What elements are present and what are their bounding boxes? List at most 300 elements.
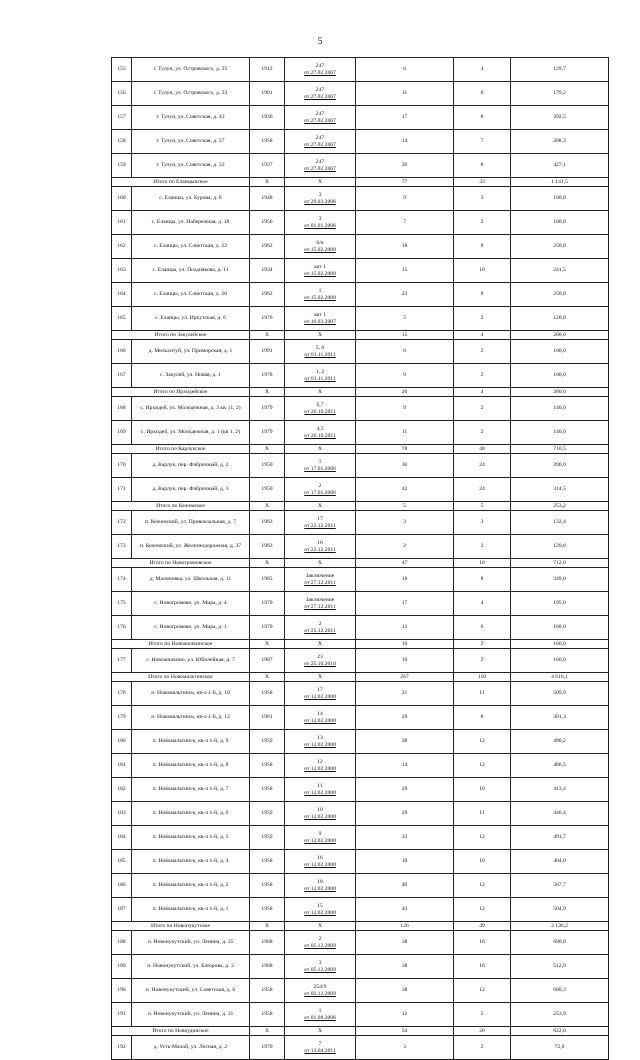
subtotal-residents-cell: 15 [356,331,454,340]
address-cell: п. Новонукутский, ул. Советская, д. 6 [132,979,250,1003]
document-cell [285,754,356,778]
document-date: от 12.02.2008 [304,885,336,892]
year-cell: 1978 [250,364,285,388]
residents-cell: 3 [356,1036,454,1060]
housing-registry-table [111,57,609,1060]
table-row [112,364,609,388]
document-cell [285,616,356,640]
table-row [112,154,609,178]
document-cell [285,535,356,559]
apartments-cell: 2 [454,421,511,445]
subtotal-apartments-cell: 4 [454,331,511,340]
document-date: от 22.12.2011 [304,522,336,529]
document-number: 247 [315,159,325,166]
subtotal-apartments-cell: 20 [454,1027,511,1036]
address-cell: д. Малиновка, ул. Школьная, д. 11 [132,568,250,592]
subtotal-row [112,922,609,931]
apartments-cell: 5 [454,1003,511,1027]
area-cell: 413,4 [511,778,609,802]
year-cell: 1976 [250,307,285,331]
residents-cell: 18 [356,235,454,259]
address-cell: с. Новогромово, ул. Мира, д. 1 [132,616,250,640]
year-cell: 1970 [250,1036,285,1060]
apartments-cell: 12 [454,874,511,898]
document-date: от 16.03.2007 [304,318,336,325]
table-row [112,955,609,979]
address-cell: с. Новогромово, ул. Мира, д. 4 [132,592,250,616]
table-row [112,778,609,802]
area-cell: 140,0 [511,397,609,421]
document-date: от 12.02.2008 [304,909,336,916]
table-row [112,826,609,850]
area-cell: 404,0 [511,850,609,874]
document-date: от 12.02.2008 [304,837,336,844]
table-row [112,706,609,730]
row-number-cell: 186 [112,874,132,898]
document-cell [285,778,356,802]
residents-cell: 9 [356,397,454,421]
year-cell: 1968 [250,955,285,979]
document-date: от 26.10.2011 [304,408,336,415]
address-cell: г. Тулун, ул. Островского, д. 23 [132,82,250,106]
document-date: от 27.02.2007 [304,93,336,100]
address-cell: п. Новомальтинск, кв-л 1-й, д. 1 [132,898,250,922]
year-cell: 1958 [250,754,285,778]
apartments-cell: 8 [454,235,511,259]
document-cell [285,478,356,502]
row-number-cell: 167 [112,364,132,388]
area-cell: 504,9 [511,898,609,922]
row-number-cell: 181 [112,754,132,778]
subtotal-label-cell: Итого по Новонукутское [112,922,250,931]
row-number-cell: 177 [112,649,132,673]
document-date: от 15.02.2008 [304,294,336,301]
residents-cell: 21 [356,682,454,706]
area-cell: 396,0 [511,454,609,478]
table-row [112,1003,609,1027]
document-number: 17 [317,687,323,694]
area-cell: 509,9 [511,682,609,706]
document-number: Заключение [305,597,335,604]
area-cell: 491,7 [511,826,609,850]
apartments-cell: 12 [454,979,511,1003]
document-number: 247 [315,111,325,118]
address-cell: с. Закулей, ул. Новая, д. 1 [132,364,250,388]
subtotal-area-cell: 710,5 [511,445,609,454]
year-cell: 1901 [250,82,285,106]
row-number-cell: 156 [112,82,132,106]
document-number: 9 [318,831,322,838]
apartments-cell: 8 [454,283,511,307]
subtotal-year-cell: Х [250,331,285,340]
row-number-cell: 191 [112,1003,132,1027]
document-date: от 15.02.2008 [304,270,336,277]
subtotal-year-cell: Х [250,559,285,568]
table-row [112,535,609,559]
document-date: от 17.01.2006 [304,465,336,472]
row-number-cell: 175 [112,592,132,616]
table-row [112,898,609,922]
subtotal-apartments-cell: 110 [454,673,511,682]
document-cell [285,706,356,730]
document-date: от 13.04.2011 [304,1047,336,1054]
subtotal-apartments-cell: 4 [454,388,511,397]
apartments-cell: 2 [454,307,511,331]
document-cell [285,802,356,826]
document-date: от 12.02.2008 [304,861,336,868]
year-cell: 1961 [250,706,285,730]
apartments-cell: 16 [454,931,511,955]
row-number-cell: 173 [112,535,132,559]
address-cell: г. Тулун, ул. Советская, д. 33 [132,154,250,178]
apartments-cell: 12 [454,754,511,778]
year-cell: 1936 [250,106,285,130]
table-row [112,211,609,235]
table-row [112,874,609,898]
apartments-cell: 8 [454,154,511,178]
residents-cell: 6 [356,58,454,82]
subtotal-area-cell: 280,0 [511,388,609,397]
document-number: 2 [318,483,322,490]
subtotal-label-cell: Итого по Еланцынское [112,178,250,187]
area-cell: 160,0 [511,649,609,673]
table-row [112,754,609,778]
subtotal-residents-cell: 20 [356,388,454,397]
table-row [112,931,609,955]
area-cell: 100,0 [511,340,609,364]
subtotal-residents-cell: 267 [356,673,454,682]
document-number: 16 [317,540,323,547]
row-number-cell: 164 [112,283,132,307]
residents-cell: 10 [356,649,454,673]
subtotal-row [112,178,609,187]
year-cell: 1965 [250,568,285,592]
residents-cell: 11 [356,82,454,106]
address-cell: п. Новонукутский, ул. Ленина, д. 35 [132,931,250,955]
subtotal-row [112,388,609,397]
document-date: от 27.02.2007 [304,141,336,148]
area-cell: 446,4 [511,802,609,826]
address-cell: п. Новомальтинск, кв-л 1-й, д. 7 [132,778,250,802]
subtotal-doc-cell: Х [285,673,356,682]
area-cell: 314,5 [511,478,609,502]
apartments-cell: 11 [454,802,511,826]
document-cell [285,682,356,706]
apartments-cell: 16 [454,955,511,979]
residents-cell: 29 [356,802,454,826]
document-date: от 26.10.2011 [304,432,336,439]
address-cell: п. Новомальтинск, кв-л 1-й, д. 4 [132,850,250,874]
table-row [112,511,609,535]
residents-cell: 43 [356,898,454,922]
table-row [112,730,609,754]
table-row [112,592,609,616]
subtotal-label-cell: Итого по Новомальтинское [112,673,250,682]
document-date: от 29.03.2006 [304,198,336,205]
document-number: 12 [317,759,323,766]
subtotal-row [112,502,609,511]
document-cell [285,898,356,922]
residents-cell: 14 [356,130,454,154]
subtotal-residents-cell: 47 [356,559,454,568]
document-number: акт 1 [314,312,326,319]
subtotal-apartments-cell: 33 [454,178,511,187]
table-row [112,979,609,1003]
subtotal-residents-cell: 126 [356,922,454,931]
year-cell: 1937 [250,154,285,178]
document-cell [285,931,356,955]
table-row [112,421,609,445]
address-cell: п. Новомальтинск, кв-л 1-й, д. 9 [132,730,250,754]
address-cell: д. Карлук, пер. Фабричный, д. 3 [132,478,250,502]
document-number: 15 [317,903,323,910]
row-number-cell: 174 [112,568,132,592]
area-cell: 168,0 [511,616,609,640]
table-row [112,82,609,106]
residents-cell: 6 [356,340,454,364]
apartments-cell: 12 [454,826,511,850]
subtotal-area-cell: 712,0 [511,559,609,568]
document-cell [285,283,356,307]
subtotal-label-cell: Итого по Карлукское [112,445,250,454]
address-cell: с. Еланцы, ул. Позднякова, д. 11 [132,259,250,283]
year-cell: 1958 [250,778,285,802]
residents-cell: 18 [356,568,454,592]
subtotal-doc-cell: Х [285,178,356,187]
area-cell: 512,0 [511,955,609,979]
year-cell: 1912 [250,58,285,82]
residents-cell: 28 [356,730,454,754]
table-row [112,1036,609,1060]
apartments-cell: 12 [454,730,511,754]
subtotal-label-cell: Итого по Закулейское [112,331,250,340]
table-row [112,106,609,130]
row-number-cell: 185 [112,850,132,874]
table-row [112,283,609,307]
document-cell [285,130,356,154]
document-number: 2 [318,621,322,628]
year-cell: 1963 [250,535,285,559]
subtotal-doc-cell: Х [285,640,356,649]
row-number-cell: 161 [112,211,132,235]
document-cell [285,187,356,211]
apartments-cell: 2 [454,364,511,388]
subtotal-row [112,445,609,454]
document-date: от 02.12.2009 [304,990,336,997]
table-row [112,454,609,478]
year-cell: 1979 [250,421,285,445]
table-row [112,478,609,502]
document-date: от 05.12.2009 [304,966,336,973]
document-date: от 12.02.2008 [304,741,336,748]
subtotal-doc-cell: Х [285,388,356,397]
subtotal-doc-cell: Х [285,1027,356,1036]
document-date: от 05.12.2009 [304,942,336,949]
apartments-cell: 10 [454,259,511,283]
document-cell [285,874,356,898]
document-cell [285,730,356,754]
apartments-cell: 3 [454,511,511,535]
document-date: от 27.02.2007 [304,117,336,124]
row-number-cell: 162 [112,235,132,259]
document-cell [285,454,356,478]
year-cell: 1934 [250,259,285,283]
residents-cell: 9 [356,364,454,388]
address-cell: д. Мельхитуй, ул. Приморская, д. 1 [132,340,250,364]
subtotal-area-cell: 160,0 [511,640,609,649]
subtotal-residents-cell: 10 [356,640,454,649]
document-cell [285,568,356,592]
area-cell: 72,0 [511,1036,609,1060]
document-date: от 27.02.2007 [304,69,336,76]
document-cell [285,259,356,283]
year-cell: 1958 [250,874,285,898]
subtotal-apartments-cell: 5 [454,502,511,511]
document-cell [285,235,356,259]
document-number: 2 [318,936,322,943]
year-cell: 1963 [250,511,285,535]
row-number-cell: 168 [112,397,132,421]
document-cell [285,1003,356,1027]
subtotal-year-cell: Х [250,1027,285,1036]
year-cell: 1958 [250,682,285,706]
document-cell [285,592,356,616]
apartments-cell: 2 [454,649,511,673]
subtotal-apartments-cell: 2 [454,640,511,649]
year-cell: 1970 [250,592,285,616]
document-cell [285,826,356,850]
table-row [112,307,609,331]
row-number-cell: 176 [112,616,132,640]
residents-cell: 12 [356,1003,454,1027]
year-cell: 1948 [250,187,285,211]
area-cell: 179,2 [511,82,609,106]
subtotal-year-cell: Х [250,922,285,931]
year-cell: 1950 [250,454,285,478]
residents-cell: 3 [356,511,454,535]
document-number: 1 [318,1008,322,1015]
document-number: 1 [318,288,322,295]
apartments-cell: 11 [454,682,511,706]
subtotal-doc-cell: Х [285,922,356,931]
row-number-cell: 183 [112,802,132,826]
area-cell: 250,0 [511,235,609,259]
address-cell: п. Новомальтинск, кв-л 1-й, д. 8 [132,754,250,778]
table-row [112,130,609,154]
document-number: 10 [317,807,323,814]
apartments-cell: 10 [454,778,511,802]
row-number-cell: 189 [112,955,132,979]
subtotal-row [112,331,609,340]
table-row [112,649,609,673]
subtotal-label-cell: Итого по Кежемское [112,502,250,511]
table-row [112,340,609,364]
residents-cell: 38 [356,955,454,979]
address-cell: г. Тулун, ул. Островского, д. 25 [132,58,250,82]
document-number: 1 [318,459,322,466]
residents-cell: 2 [356,535,454,559]
document-number: 7 [318,1041,322,1048]
residents-cell: 33 [356,826,454,850]
row-number-cell: 192 [112,1036,132,1060]
year-cell: 1962 [250,235,285,259]
apartments-cell: 6 [454,82,511,106]
residents-cell: 38 [356,979,454,1003]
table-row [112,682,609,706]
row-number-cell: 159 [112,154,132,178]
document-number: 247 [315,63,325,70]
registry-body [112,58,609,1060]
address-cell: п. Новонукутский, ул. Ленина, д. 31 [132,1003,250,1027]
area-cell: 490,2 [511,730,609,754]
document-cell [285,397,356,421]
subtotal-area-cell: 1 141,5 [511,178,609,187]
row-number-cell: 160 [112,187,132,211]
area-cell: 120,8 [511,535,609,559]
document-number: 16 [317,855,323,862]
document-number: 17 [317,516,323,523]
year-cell: 1979 [250,397,285,421]
subtotal-area-cell: 2 136,2 [511,922,609,931]
address-cell: п. Новомальтинск, кв-л 1-й, д. 6 [132,802,250,826]
subtotal-year-cell: Х [250,673,285,682]
subtotal-residents-cell: 5 [356,502,454,511]
address-cell: с. Ирхидей, ул. Молодежная, д. 3 кв. (1, 2) [132,397,250,421]
row-number-cell: 166 [112,340,132,364]
address-cell: с. Еланцы, ул. Бурова, д. 8 [132,187,250,211]
document-date: от 27.12.2011 [304,603,336,610]
table-row [112,58,609,82]
apartments-cell: 2 [454,535,511,559]
document-cell [285,364,356,388]
residents-cell: 29 [356,706,454,730]
year-cell: 1956 [250,211,285,235]
page-number: 5 [317,36,323,46]
row-number-cell: 165 [112,307,132,331]
apartments-cell: 12 [454,898,511,922]
table-row [112,850,609,874]
subtotal-area-cell: 622,0 [511,1027,609,1036]
year-cell: 1959 [250,826,285,850]
area-cell: 250,0 [511,283,609,307]
year-cell: 1958 [250,850,285,874]
area-cell: 132,4 [511,511,609,535]
residents-cell: 36 [356,454,454,478]
address-cell: п. Новонукутский, ул. Баторова, д. 3 [132,955,250,979]
row-number-cell: 178 [112,682,132,706]
area-cell: 129,7 [511,58,609,82]
address-cell: п. Новомальтинск, кв-л 1-й, д. 5 [132,826,250,850]
apartments-cell: 10 [454,850,511,874]
area-cell: 486,5 [511,754,609,778]
document-number: акт 1 [314,264,326,271]
document-number: 18 [317,879,323,886]
row-number-cell: 171 [112,478,132,502]
residents-cell: 42 [356,478,454,502]
year-cell: 1959 [250,802,285,826]
address-cell: п. Кежемский, ул. Железнодорожная, д. 37 [132,535,250,559]
address-cell: с. Новожилкино, ул. Юбилейная, д. 7 [132,649,250,673]
document-cell [285,106,356,130]
document-cell [285,649,356,673]
area-cell: 208,3 [511,130,609,154]
subtotal-residents-cell: 54 [356,1027,454,1036]
subtotal-year-cell: Х [250,640,285,649]
apartments-cell: 8 [454,706,511,730]
document-date: от 15.02.2008 [304,246,336,253]
document-number: 6/н [316,240,324,247]
table-row [112,397,609,421]
